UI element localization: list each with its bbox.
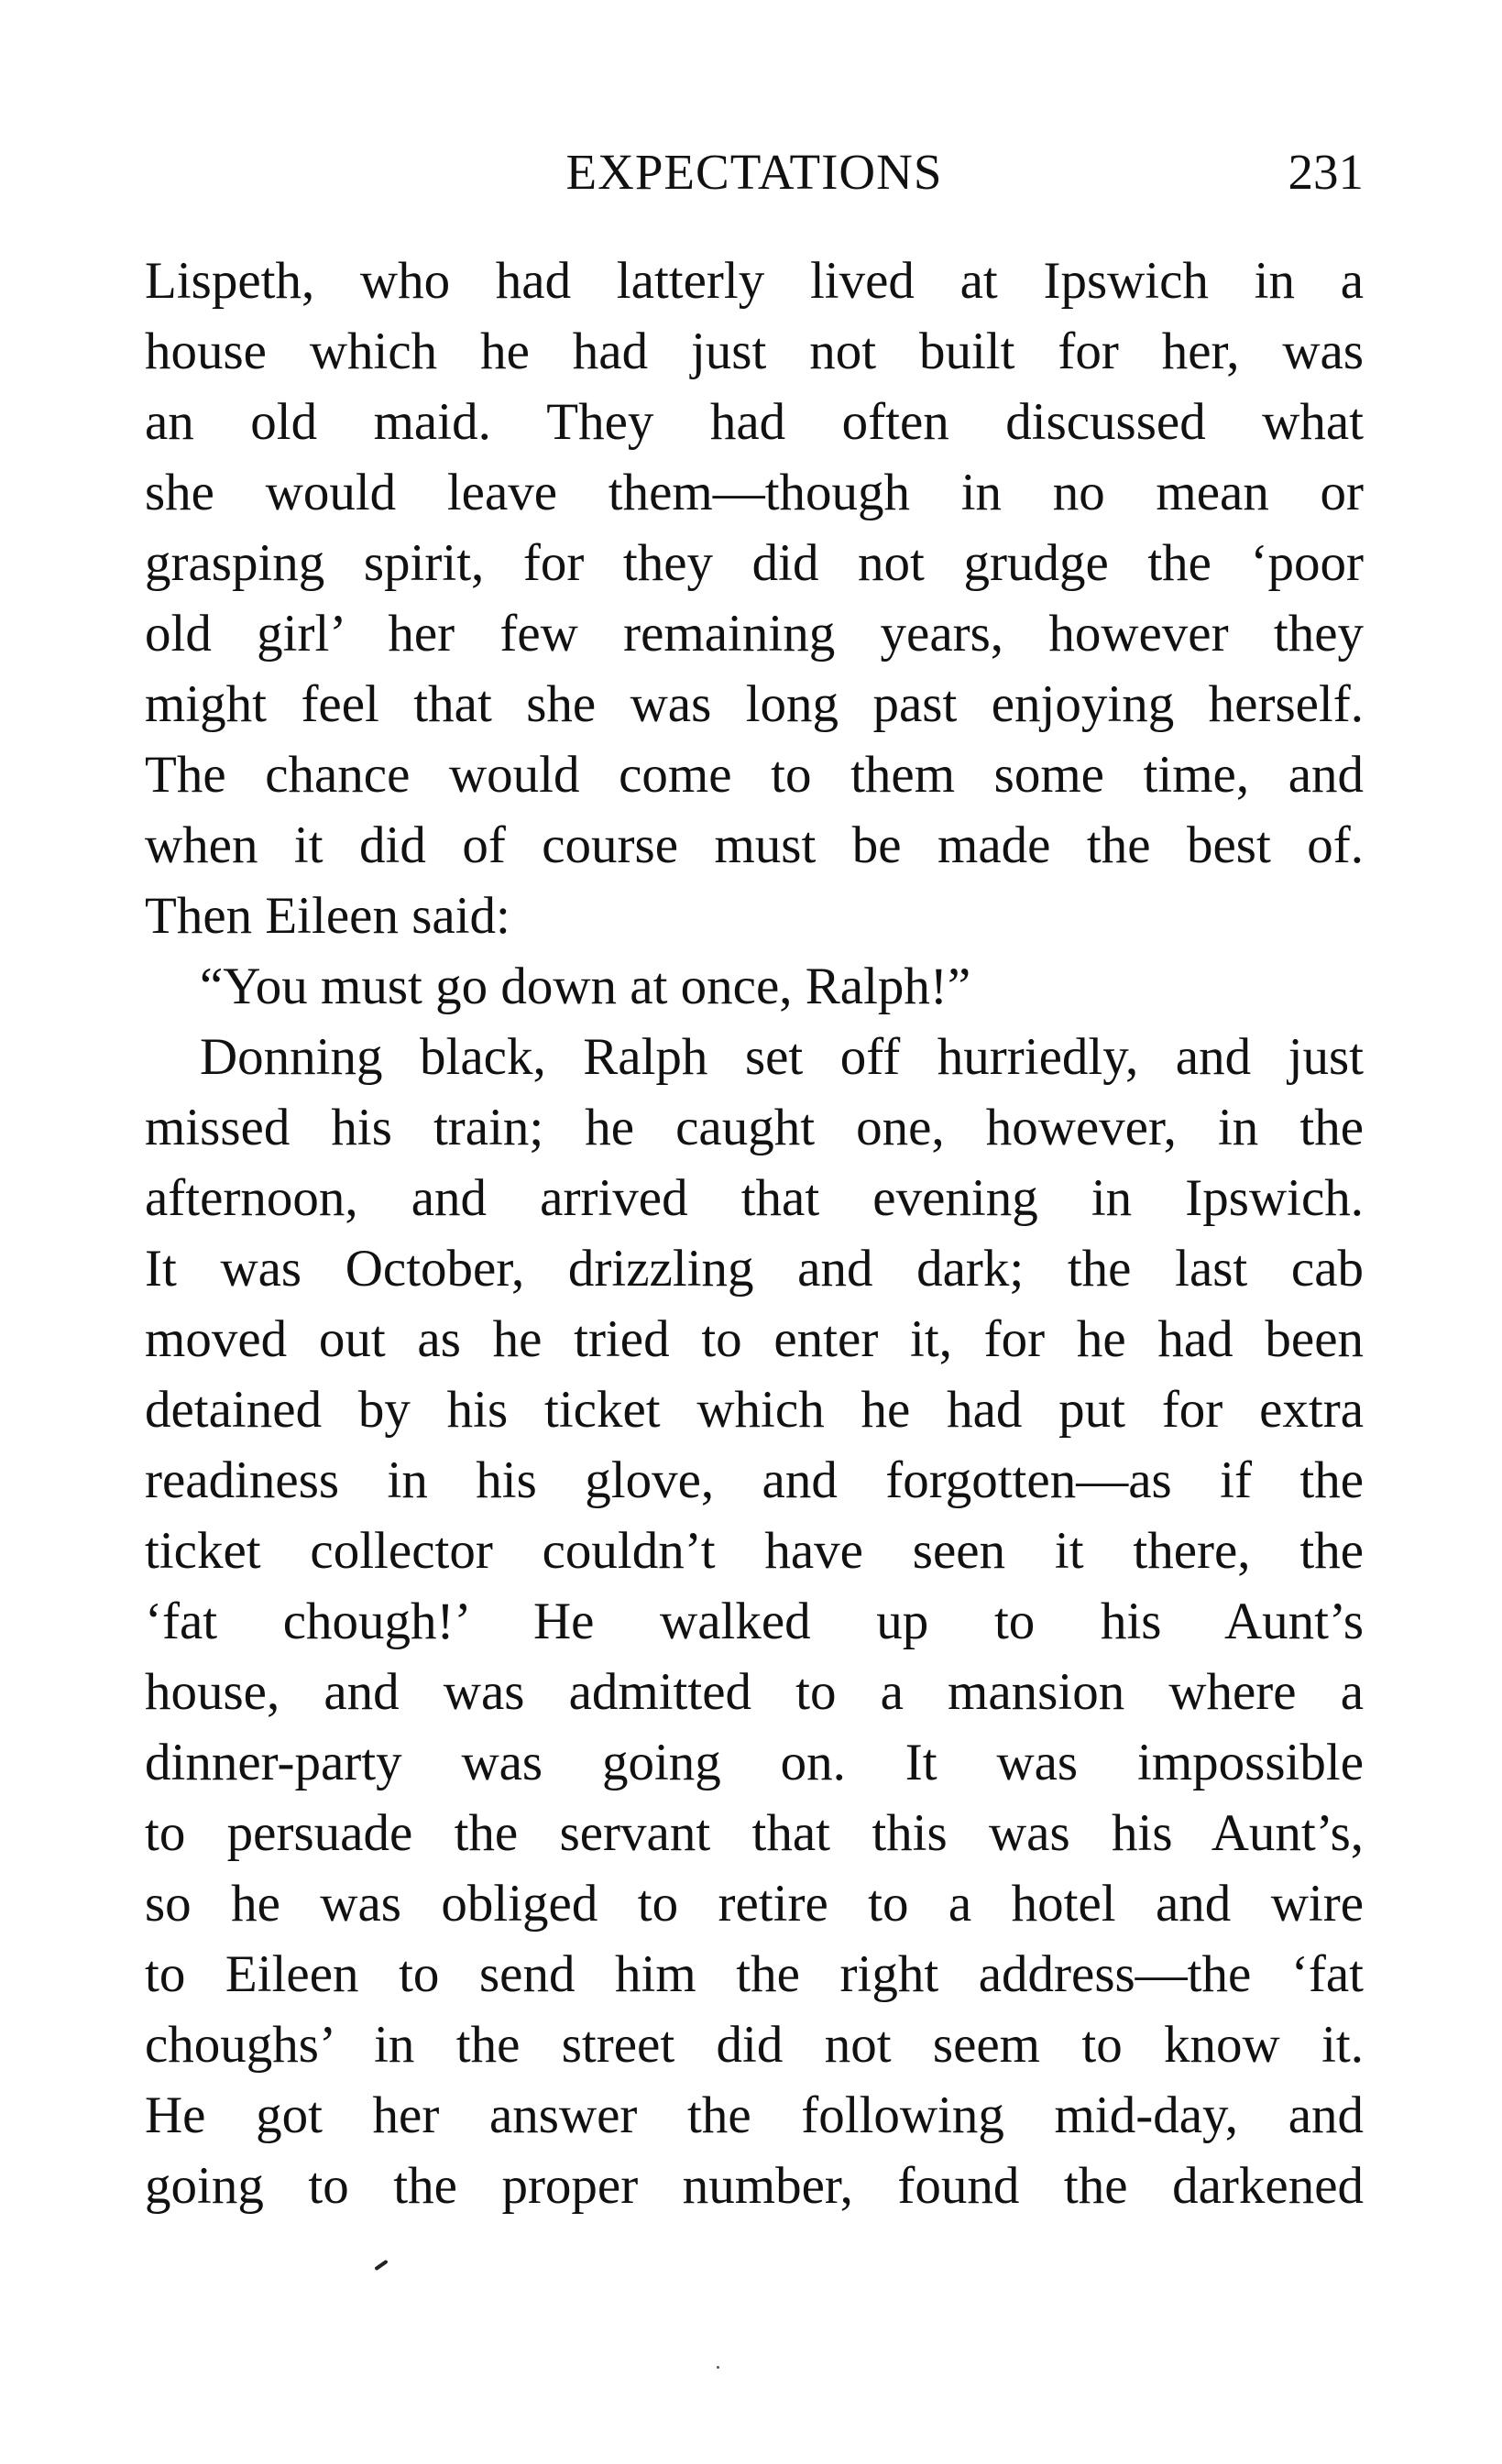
text-line: old girl’ her few remaining years, however they [145,605,1364,663]
text-line: The chance would come to them some time, and [145,746,1364,804]
running-head [145,136,1364,209]
text-line: she would leave them—though in no mean or [145,464,1364,521]
text-line: might feel that she was long past enjoying herself. [145,675,1364,733]
text-line: He got her answer the following mid-day, and [145,2086,1364,2144]
text-line: to persuade the servant that this was his Aunt’s, [145,1804,1364,1862]
scan-speck [717,2366,719,2369]
text-line: to Eileen to send him the right address—the ‘fat [145,1945,1364,2003]
running-title: EXPECTATIONS [565,144,943,200]
text-line: Then Eileen said: [145,887,510,945]
text-line: grasping spirit, for they did not grudge the ‘poor [145,534,1364,592]
scan-speck [374,2260,388,2271]
body-text [145,246,1364,2221]
text-line: house which he had just not built for her, was [145,323,1364,380]
text-line: afternoon, and arrived that evening in Ipswich. [145,1169,1364,1227]
text-line: when it did of course must be made the best of. [145,816,1364,874]
page-number: 231 [1288,144,1364,200]
text-line: “You must go down at once, Ralph!” [200,958,971,1015]
text-line: an old maid. They had often discussed what [145,393,1364,451]
text-line: It was October, drizzling and dark; the last cab [145,1240,1364,1298]
text-line: detained by his ticket which he had put for extra [145,1381,1364,1439]
text-line: dinner-party was going on. It was impossible [145,1734,1364,1791]
text-line: ‘fat chough!’ He walked up to his Aunt’s [145,1593,1364,1650]
text-line: so he was obliged to retire to a hotel and wire [145,1875,1364,1933]
text-line: going to the proper number, found the darkened [145,2157,1364,2215]
text-line: readiness in his glove, and forgotten—as if the [145,1451,1364,1509]
text-line: choughs’ in the street did not seem to know it. [145,2016,1364,2074]
text-line: Lispeth, who had latterly lived at Ipswich in a [145,252,1364,310]
text-line: Donning black, Ralph set off hurriedly, and just [200,1028,1364,1086]
text-line: missed his train; he caught one, however, in the [145,1099,1364,1156]
text-line: moved out as he tried to enter it, for he had been [145,1310,1364,1368]
text-line: ticket collector couldn’t have seen it there, the [145,1522,1364,1580]
text-line: house, and was admitted to a mansion where a [145,1663,1364,1721]
